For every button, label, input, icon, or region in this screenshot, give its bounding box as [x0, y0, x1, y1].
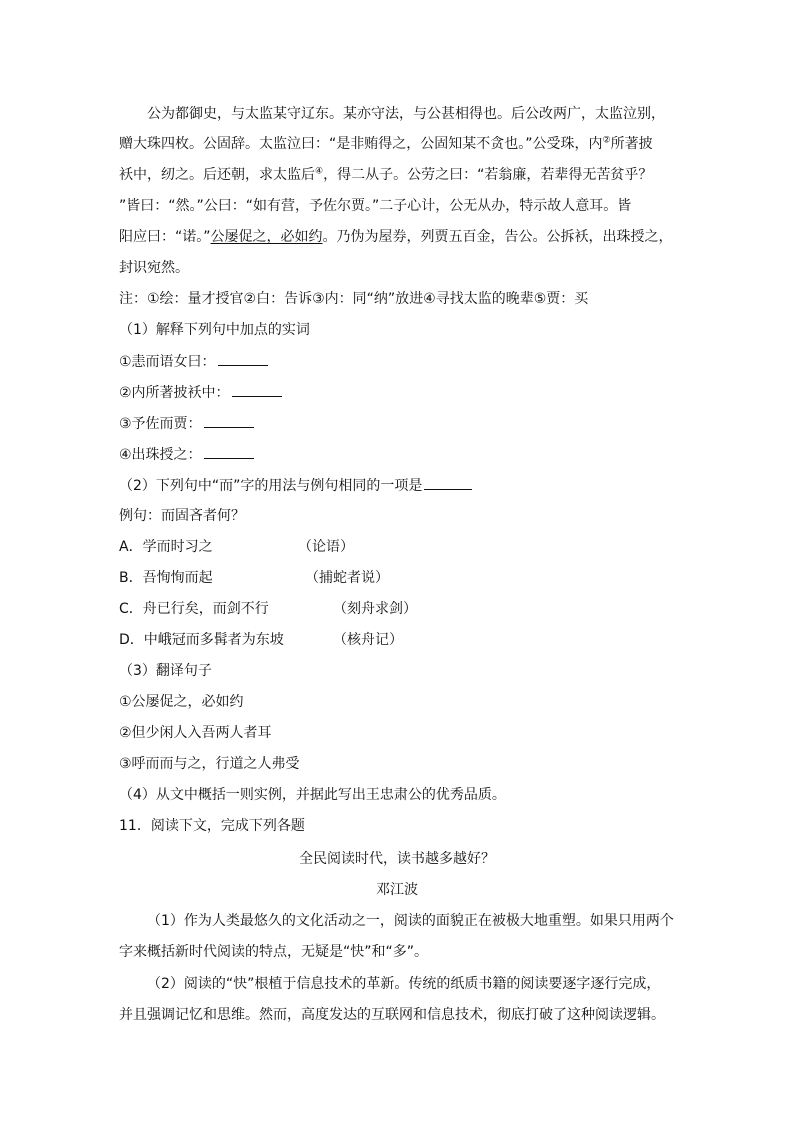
- annotation-note: 注：①绘：量才授官②白：告诉③内：同“纳”放进④寻找太监的晚辈⑤贾：买: [119, 291, 589, 307]
- passage-text: 赠大珠四枚。公固辞。太监泣曰：“是非贿得之，公固知某不贪也。”公受珠，内: [119, 136, 603, 152]
- passage-line-3: [119, 165, 652, 185]
- footnote-mark: ②: [602, 135, 611, 146]
- article-paragraph-2-cont: 并且强调记忆和思维。然而，高度发达的互联网和信息技术，彻底打破了这种阅读逻辑。: [119, 1007, 665, 1023]
- passage-line-6: 封识宛然。: [119, 260, 189, 276]
- item-text: ①恚而语女曰：: [119, 354, 216, 370]
- option-b-source: （捕蛇者说）: [305, 570, 389, 586]
- article-paragraph-1-cont: 字来概括新时代阅读的特点，无疑是“快”和“多”。: [119, 944, 429, 960]
- option-d[interactable]: D．中峨冠而多髯者为东坡: [119, 632, 284, 648]
- answer-blank[interactable]: [204, 444, 254, 459]
- question-3-item: ①公屡促之，必如约: [119, 694, 244, 710]
- passage-text: ，得二从子。公劳之曰：“若翁廉，若辈得无苦贫乎？: [323, 167, 653, 183]
- article-paragraph-2: （2）阅读的“快”根植于信息技术的革新。传统的纸质书籍的阅读要逐字逐行完成，: [147, 976, 661, 992]
- passage-line-2: [119, 134, 653, 154]
- question-3-item: ②但少闲人入吾两人者耳: [119, 725, 272, 741]
- footnote-mark: ④: [315, 166, 324, 177]
- passage-text: 袄中，纫之。后还朝，求太监后: [119, 167, 315, 183]
- answer-blank[interactable]: [232, 382, 282, 397]
- question-3-item: ③呼而而与之，行道之人弗受: [119, 756, 300, 772]
- question-1-title: （1）解释下列句中加点的实词: [119, 322, 310, 338]
- item-text: （2）下列句中“而”字的用法与例句相同的一项是: [119, 478, 423, 494]
- option-c-source: （刻舟求剑）: [333, 601, 417, 617]
- passage-text: 阳应曰：“诺。”: [119, 229, 211, 245]
- question-3-title: （3）翻译句子: [119, 663, 212, 679]
- question-1-item: [119, 413, 254, 434]
- article-author: 邓江波: [376, 882, 418, 898]
- option-b[interactable]: B．吾恂恂而起: [119, 570, 213, 586]
- passage-line-5: [119, 227, 673, 247]
- item-text: ④出珠授之：: [119, 447, 202, 463]
- answer-blank[interactable]: [204, 413, 254, 428]
- question-1-item: [119, 382, 282, 403]
- item-text: ③予佐而贾：: [119, 416, 202, 432]
- answer-blank[interactable]: [424, 475, 472, 490]
- article-title: 全民阅读时代，读书越多越好？: [299, 851, 495, 867]
- article-paragraph-1: （1）作为人类最悠久的文化活动之一，阅读的面貌正在被极大地重塑。如果只用两个: [147, 913, 674, 929]
- question-11-heading: 11．阅读下文，完成下列各题: [119, 818, 305, 834]
- option-a[interactable]: A．学而时习之: [119, 539, 213, 555]
- option-c[interactable]: C．舟已行矣，而剑不行: [119, 601, 269, 617]
- question-2-example: 例句：而固吝者何？: [119, 508, 245, 524]
- question-1-item: [119, 444, 254, 465]
- underlined-sentence: 公屡促之，必如约: [210, 229, 323, 245]
- question-1-item: [119, 351, 268, 372]
- passage-line-4: ”皆曰：“然。”公曰：“如有营，予佐尔贾。”二子心计，公无从办，特示故人意耳。皆: [119, 198, 632, 214]
- question-2-title: [119, 475, 472, 496]
- passage-text: 所著披: [610, 136, 653, 152]
- item-text: ②内所著披袄中：: [119, 385, 230, 401]
- passage-text: 。乃伪为屋券，列贾五百金，告公。公拆袄，出珠授之，: [322, 229, 673, 245]
- answer-blank[interactable]: [218, 351, 268, 366]
- question-4: （4）从文中概括一则实例，并据此写出王忠肃公的优秀品质。: [119, 787, 506, 803]
- option-d-source: （核舟记）: [333, 632, 403, 648]
- passage-line-1: 公为都御史，与太监某守辽东。某亦守法，与公甚相得也。后公改两广，太监泣别，: [147, 106, 665, 122]
- option-a-source: （论语）: [298, 539, 354, 555]
